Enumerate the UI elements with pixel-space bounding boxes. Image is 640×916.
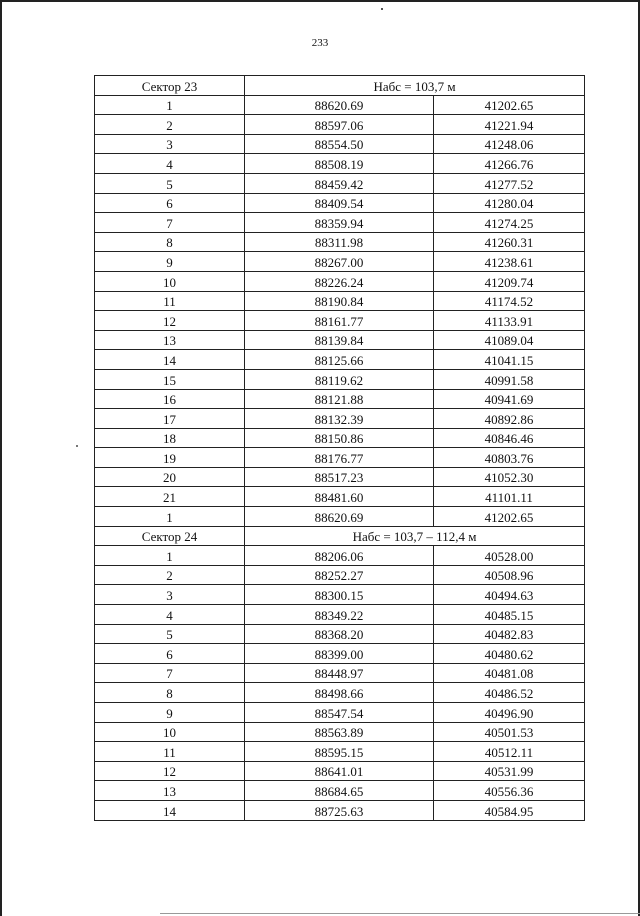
coordinate-x: 88190.84 <box>245 291 434 311</box>
coordinates-table <box>94 75 585 821</box>
coordinate-x: 88459.42 <box>245 173 434 193</box>
coordinate-y: 41202.65 <box>434 95 585 115</box>
table-row <box>95 311 585 331</box>
table-row <box>95 330 585 350</box>
point-number: 12 <box>95 311 245 331</box>
table-row <box>95 213 585 233</box>
table-row <box>95 467 585 487</box>
coordinate-x: 88300.15 <box>245 585 434 605</box>
table-row <box>95 507 585 527</box>
point-number: 3 <box>95 585 245 605</box>
coordinate-y: 40482.83 <box>434 624 585 644</box>
coordinate-x: 88595.15 <box>245 742 434 762</box>
point-number: 16 <box>95 389 245 409</box>
coordinate-y: 41101.11 <box>434 487 585 507</box>
table-row <box>95 134 585 154</box>
coordinate-x: 88554.50 <box>245 134 434 154</box>
coordinate-y: 40486.52 <box>434 683 585 703</box>
coordinate-y: 40803.76 <box>434 448 585 468</box>
table-row <box>95 800 585 820</box>
coordinate-x: 88517.23 <box>245 467 434 487</box>
scan-speck <box>76 445 78 447</box>
coordinate-y: 41202.65 <box>434 507 585 527</box>
point-number: 8 <box>95 232 245 252</box>
sector-height: Набс = 103,7 – 112,4 м <box>245 526 585 546</box>
point-number: 6 <box>95 193 245 213</box>
table-row <box>95 173 585 193</box>
table-row <box>95 585 585 605</box>
coordinate-x: 88121.88 <box>245 389 434 409</box>
coordinate-y: 41209.74 <box>434 271 585 291</box>
table-row <box>95 742 585 762</box>
table-row <box>95 683 585 703</box>
table-row <box>95 95 585 115</box>
coordinate-y: 40584.95 <box>434 800 585 820</box>
coordinate-x: 88620.69 <box>245 95 434 115</box>
coordinate-x: 88641.01 <box>245 761 434 781</box>
coordinate-x: 88267.00 <box>245 252 434 272</box>
coordinate-x: 88498.66 <box>245 683 434 703</box>
coordinate-x: 88547.54 <box>245 703 434 723</box>
point-number: 4 <box>95 605 245 625</box>
point-number: 10 <box>95 722 245 742</box>
table-row <box>95 193 585 213</box>
point-number: 19 <box>95 448 245 468</box>
coordinate-x: 88563.89 <box>245 722 434 742</box>
point-number: 17 <box>95 409 245 429</box>
coordinate-y: 40481.08 <box>434 663 585 683</box>
table-row <box>95 428 585 448</box>
point-number: 14 <box>95 800 245 820</box>
coordinate-y: 40485.15 <box>434 605 585 625</box>
point-number: 9 <box>95 252 245 272</box>
table-row <box>95 703 585 723</box>
coordinate-x: 88226.24 <box>245 271 434 291</box>
coordinate-y: 41260.31 <box>434 232 585 252</box>
page-number: 233 <box>311 37 329 49</box>
coordinate-y: 40991.58 <box>434 369 585 389</box>
point-number: 11 <box>95 742 245 762</box>
point-number: 9 <box>95 703 245 723</box>
coordinate-x: 88150.86 <box>245 428 434 448</box>
point-number: 13 <box>95 330 245 350</box>
table-row <box>95 252 585 272</box>
coordinate-x: 88508.19 <box>245 154 434 174</box>
table-row <box>95 644 585 664</box>
scan-border-left <box>0 0 2 916</box>
coordinate-x: 88139.84 <box>245 330 434 350</box>
point-number: 1 <box>95 95 245 115</box>
point-number: 12 <box>95 761 245 781</box>
point-number: 7 <box>95 663 245 683</box>
table-row <box>95 409 585 429</box>
coordinate-y: 40494.63 <box>434 585 585 605</box>
coordinate-x: 88409.54 <box>245 193 434 213</box>
point-number: 21 <box>95 487 245 507</box>
point-number: 15 <box>95 369 245 389</box>
sector-header-row <box>95 526 585 546</box>
coordinate-x: 88176.77 <box>245 448 434 468</box>
point-number: 10 <box>95 271 245 291</box>
coordinate-x: 88119.62 <box>245 369 434 389</box>
point-number: 2 <box>95 115 245 135</box>
table-row <box>95 369 585 389</box>
coordinate-y: 40528.00 <box>434 546 585 566</box>
point-number: 8 <box>95 683 245 703</box>
point-number: 18 <box>95 428 245 448</box>
point-number: 5 <box>95 624 245 644</box>
scan-border-bottom <box>160 913 640 914</box>
coordinate-y: 40512.11 <box>434 742 585 762</box>
coordinate-y: 40508.96 <box>434 565 585 585</box>
coordinate-x: 88206.06 <box>245 546 434 566</box>
coordinate-x: 88684.65 <box>245 781 434 801</box>
table-row <box>95 291 585 311</box>
coordinate-y: 41274.25 <box>434 213 585 233</box>
point-number: 1 <box>95 507 245 527</box>
coordinate-y: 41041.15 <box>434 350 585 370</box>
coordinate-y: 41133.91 <box>434 311 585 331</box>
sector-label: Сектор 23 <box>95 76 245 96</box>
coordinate-y: 40941.69 <box>434 389 585 409</box>
coordinate-x: 88311.98 <box>245 232 434 252</box>
table-row <box>95 154 585 174</box>
coordinate-x: 88399.00 <box>245 644 434 664</box>
table-row <box>95 663 585 683</box>
point-number: 6 <box>95 644 245 664</box>
table-row <box>95 389 585 409</box>
coordinate-x: 88620.69 <box>245 507 434 527</box>
table-row <box>95 232 585 252</box>
coordinate-y: 40846.46 <box>434 428 585 448</box>
coordinate-x: 88132.39 <box>245 409 434 429</box>
coordinate-y: 41248.06 <box>434 134 585 154</box>
point-number: 13 <box>95 781 245 801</box>
coordinate-x: 88725.63 <box>245 800 434 820</box>
point-number: 5 <box>95 173 245 193</box>
coordinate-y: 40496.90 <box>434 703 585 723</box>
coordinate-y: 41266.76 <box>434 154 585 174</box>
table-row <box>95 350 585 370</box>
coordinate-y: 41280.04 <box>434 193 585 213</box>
scan-border-top <box>0 0 640 2</box>
sector-header-row <box>95 76 585 96</box>
table-row <box>95 761 585 781</box>
point-number: 1 <box>95 546 245 566</box>
coordinates-table-body <box>95 76 585 821</box>
point-number: 7 <box>95 213 245 233</box>
point-number: 3 <box>95 134 245 154</box>
coordinate-x: 88368.20 <box>245 624 434 644</box>
coordinate-y: 40892.86 <box>434 409 585 429</box>
coordinate-x: 88161.77 <box>245 311 434 331</box>
table-row <box>95 546 585 566</box>
table-row <box>95 565 585 585</box>
coordinate-y: 41221.94 <box>434 115 585 135</box>
coordinate-x: 88597.06 <box>245 115 434 135</box>
coordinate-y: 40480.62 <box>434 644 585 664</box>
coordinate-y: 40501.53 <box>434 722 585 742</box>
sector-height: Набс = 103,7 м <box>245 76 585 96</box>
sector-label: Сектор 24 <box>95 526 245 546</box>
coordinate-x: 88481.60 <box>245 487 434 507</box>
point-number: 20 <box>95 467 245 487</box>
coordinate-x: 88448.97 <box>245 663 434 683</box>
table-row <box>95 605 585 625</box>
table-row <box>95 271 585 291</box>
coordinate-x: 88349.22 <box>245 605 434 625</box>
coordinate-y: 41174.52 <box>434 291 585 311</box>
scan-speck <box>381 8 383 10</box>
coordinate-x: 88125.66 <box>245 350 434 370</box>
coordinate-y: 41238.61 <box>434 252 585 272</box>
coordinate-x: 88359.94 <box>245 213 434 233</box>
coordinate-y: 41089.04 <box>434 330 585 350</box>
table-row <box>95 781 585 801</box>
table-row <box>95 722 585 742</box>
table-row <box>95 448 585 468</box>
point-number: 11 <box>95 291 245 311</box>
table-row <box>95 624 585 644</box>
table-row <box>95 115 585 135</box>
coordinate-x: 88252.27 <box>245 565 434 585</box>
point-number: 4 <box>95 154 245 174</box>
point-number: 2 <box>95 565 245 585</box>
table-row <box>95 487 585 507</box>
coordinate-y: 41052.30 <box>434 467 585 487</box>
point-number: 14 <box>95 350 245 370</box>
coordinate-y: 40556.36 <box>434 781 585 801</box>
coordinate-y: 40531.99 <box>434 761 585 781</box>
coordinate-y: 41277.52 <box>434 173 585 193</box>
